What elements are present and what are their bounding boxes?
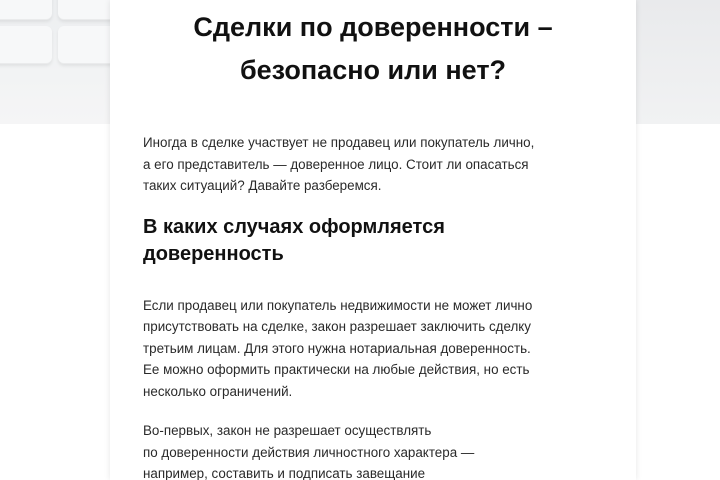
heading-line: доверенность <box>143 242 284 265</box>
article-card <box>110 0 636 480</box>
section-heading <box>143 214 613 268</box>
text-line: присутствовать на сделке, закон разрешает заключить сделку <box>143 319 531 334</box>
heading-line: В каких случаях оформляется <box>143 215 445 238</box>
text-line: по доверенности действия личностного характера — <box>143 444 475 460</box>
text-line: таких ситуаций? Давайте разберемся. <box>143 178 382 193</box>
article-body <box>143 132 613 480</box>
text-line: третьим лицам. Для этого нужна нотариальная доверенность. <box>143 340 531 356</box>
text-line: Если продавец или покупатель недвижимости не может лично <box>143 297 533 313</box>
text-line: несколько ограничений. <box>143 383 293 399</box>
paragraph <box>143 420 613 480</box>
article-title <box>110 6 636 92</box>
text-line: например, составить и подписать завещание <box>143 466 426 480</box>
article-title-line: Сделки по доверенности – <box>193 12 553 42</box>
article-intro <box>143 132 613 197</box>
text-line: Иногда в сделке участвует не продавец или покупатель лично, <box>143 135 535 150</box>
article-title-line: безопасно или нет? <box>239 55 507 85</box>
text-line: Во-первых, закон не разрешает осуществлять <box>143 423 432 438</box>
text-line: Ее можно оформить практически на любые действия, но есть <box>143 362 530 377</box>
text-line: а его представитель — доверенное лицо. Стоит ли опасаться <box>143 156 529 172</box>
paragraph <box>143 295 613 403</box>
